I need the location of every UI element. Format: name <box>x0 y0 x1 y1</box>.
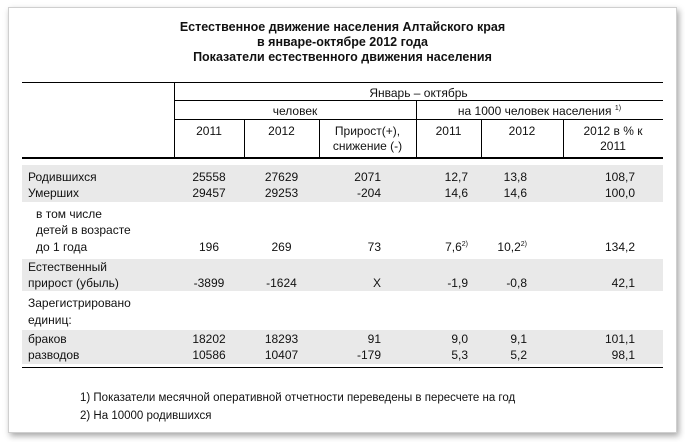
cell-rate-2012: 13,8 <box>503 170 527 184</box>
row-label-line-2: детей в возрасте <box>36 223 131 237</box>
cell-rate-2011: 12,7 <box>444 170 468 184</box>
header-col-rate-2012: 2012 <box>508 124 536 138</box>
cell-change: -204 <box>356 186 381 200</box>
footnote-2: 2) На 10000 родившихся <box>80 410 212 422</box>
footnote-1: 1) Показатели месячной оперативной отчетности переведены в пересчете на год <box>80 392 516 404</box>
cell-2012: 18293 <box>264 332 299 346</box>
header-col-pct-1: 2012 в % к <box>583 124 643 138</box>
document-frame <box>8 7 677 433</box>
cell-rate-2011: -1,9 <box>447 276 468 290</box>
header-col-change-1: Прирост(+), <box>334 124 401 138</box>
row-label-line-1: в том числе <box>36 207 102 221</box>
row-label-line-2: единиц: <box>28 313 72 327</box>
header-period: Январь – октябрь <box>369 86 468 100</box>
cell-rate-2011: 14,6 <box>444 186 468 200</box>
cell-2011: 18202 <box>192 332 226 346</box>
cell-2011: 10586 <box>192 348 226 362</box>
cell-pct: 42,1 <box>611 276 635 290</box>
cell-pct: 101,1 <box>604 332 635 346</box>
cell-change: 2071 <box>354 170 381 184</box>
header-col-rate-2011: 2011 <box>435 124 462 138</box>
cell-pct: 108,7 <box>604 170 635 184</box>
cell-rate-2012: 10,2$^{2)}$ <box>497 240 527 254</box>
row-label: Родившихся <box>28 170 97 184</box>
cell-2012: 10407 <box>264 348 299 362</box>
cell-2012: 269 <box>271 240 292 254</box>
cell-rate-2011: 7,6$^{2)}$ <box>445 240 468 254</box>
cell-change: -179 <box>356 348 381 362</box>
header-col-pct-2: 2011 <box>600 139 626 153</box>
row-label-line-3: до 1 года <box>36 240 88 254</box>
header-per1000: на 1000 человек населения $^{1)}$ <box>457 104 622 118</box>
table-title-line-2: в январе-октябре 2012 года <box>257 35 428 49</box>
cell-2012: 27629 <box>264 170 299 184</box>
header-per1000-footnote: 1) <box>614 105 622 112</box>
header-bottom-rule <box>22 157 663 159</box>
table-top-rule <box>22 82 663 83</box>
table-title-line-3: Показатели естественного движения населения <box>193 50 492 64</box>
cell-change: X <box>372 276 381 290</box>
cell-2011: 196 <box>198 240 220 254</box>
table-bottom-rule <box>22 367 663 368</box>
table-title-line-1: Естественное движение населения Алтайского края <box>179 20 506 34</box>
header-persons: человек <box>272 104 318 118</box>
cell-rate-2011: 5,3 <box>451 348 468 362</box>
cell-rate-2012: 14,6 <box>503 186 527 200</box>
cell-2011: -3899 <box>193 276 225 290</box>
header-col-change-2: снижение (-) <box>332 139 403 153</box>
cell-pct: 98,1 <box>611 348 635 362</box>
cell-2011: 25558 <box>192 170 226 184</box>
cell-rate-2012: 5,2 <box>510 348 527 362</box>
row-label-line-1: Естественный <box>28 260 107 274</box>
row-label-line-1: Зарегистрировано <box>28 296 131 310</box>
cell-2011: 29457 <box>192 186 226 200</box>
cell-rate-2011: 9,0 <box>451 332 468 346</box>
row-label: Умерших <box>28 186 80 200</box>
cell-rate-2012: -0,8 <box>506 276 527 290</box>
header-rule-1 <box>174 100 663 101</box>
header-rule-2 <box>174 119 663 120</box>
row-label: браков <box>28 332 67 346</box>
footnote-mark: 2) <box>461 241 468 248</box>
header-col-2012: 2012 <box>268 124 295 138</box>
footnote-mark: 2) <box>520 241 527 248</box>
cell-pct: 100,0 <box>604 186 635 200</box>
cell-pct: 134,2 <box>604 240 635 254</box>
cell-2012: 29253 <box>264 186 299 200</box>
cell-change: 91 <box>367 332 381 346</box>
row-label: разводов <box>28 348 80 362</box>
cell-change: 73 <box>367 240 381 254</box>
header-col-2011: 2011 <box>196 124 222 138</box>
row-label-line-2: прирост (убыль) <box>28 276 119 290</box>
cell-rate-2012: 9,1 <box>510 332 527 346</box>
cell-2012: -1624 <box>266 276 297 290</box>
